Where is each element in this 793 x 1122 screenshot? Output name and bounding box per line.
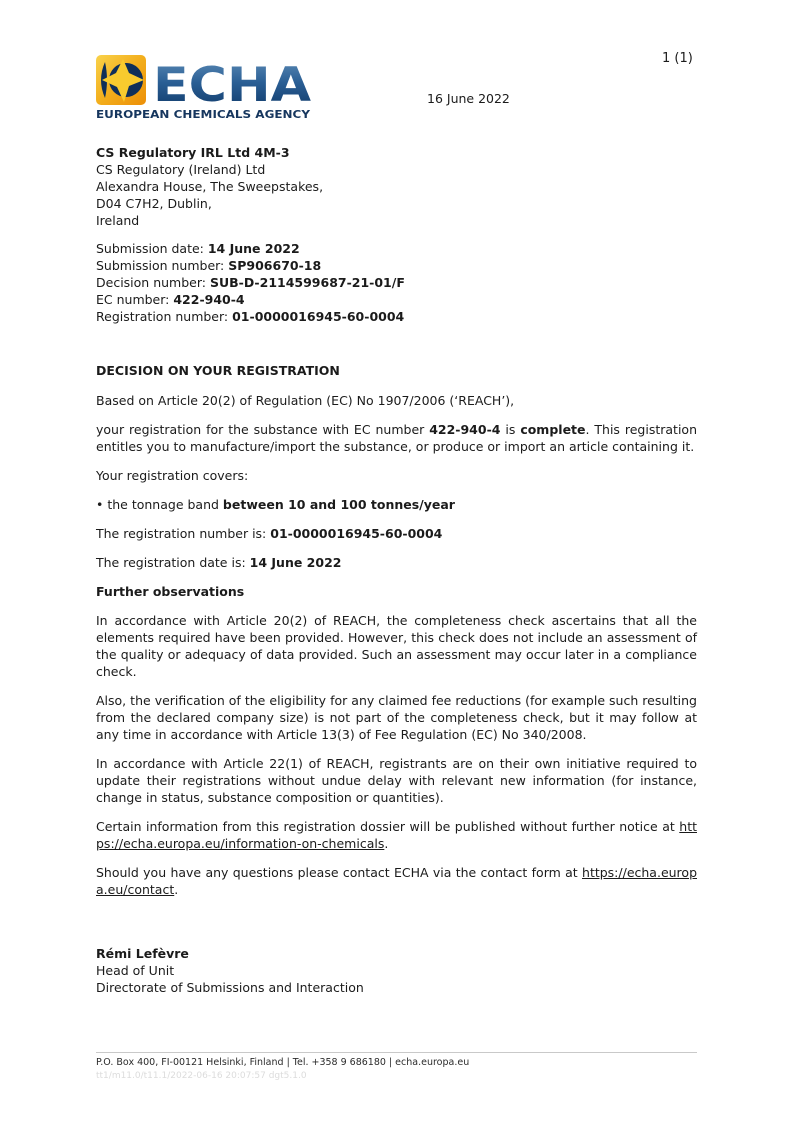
reference-value: 422-940-4	[173, 292, 245, 307]
reference-row	[96, 240, 405, 257]
text-segment: 422-940-4	[429, 422, 501, 437]
text-segment: between 10 and 100 tonnes/year	[222, 497, 455, 512]
text-segment: .	[174, 882, 179, 897]
recipient-address-line: Ireland	[96, 213, 140, 228]
text-segment: 14 June 2022	[249, 555, 342, 570]
text-segment: • the tonnage band	[96, 497, 223, 512]
signature-block	[96, 945, 364, 996]
recipient-address-line: D04 C7H2, Dublin,	[96, 196, 212, 211]
reference-value: SP906670-18	[228, 258, 322, 273]
paragraph-based-on	[96, 392, 697, 409]
text-segment: 01-0000016945-60-0004	[270, 526, 443, 541]
paragraph-publication-notice	[96, 818, 697, 852]
reference-row	[96, 308, 405, 325]
signature-name: Rémi Lefèvre	[96, 946, 189, 961]
text-segment: is	[500, 422, 521, 437]
text-segment: Your registration covers:	[96, 468, 249, 483]
echa-wordmark: ECHA	[153, 58, 312, 113]
echa-logo-icon	[96, 55, 146, 105]
paragraph-registration-date	[96, 554, 697, 571]
document-date: 16 June 2022	[427, 91, 510, 106]
inline-link[interactable]: https://echa.europa.eu/information-on-chemicals	[96, 819, 697, 851]
text-segment: Should you have any questions please contact ECHA via the contact form at	[96, 865, 583, 880]
paragraph-fee-reductions	[96, 692, 697, 743]
recipient-name: CS Regulatory IRL Ltd 4M-3	[96, 145, 290, 160]
reference-label: Registration number:	[96, 309, 233, 324]
paragraph-registration-number	[96, 525, 697, 542]
text-segment: your registration for the substance with EC number	[96, 422, 430, 437]
text-segment: Further observations	[96, 584, 245, 599]
text-segment: In accordance with Article 22(1) of REACH, registrants are on their own initiative required to update their registrations without undue delay with relevant new information (for instance, change in status, substance composition or quantities).	[96, 756, 697, 805]
paragraph-complete	[96, 421, 697, 455]
footer-divider	[96, 1052, 697, 1053]
reference-block	[96, 240, 405, 325]
footer-contact-info: P.O. Box 400, FI-00121 Helsinki, Finland | Tel. +358 9 686180 | echa.europa.eu	[96, 1057, 470, 1068]
document-body	[96, 362, 697, 910]
recipient-address-line: CS Regulatory (Ireland) Ltd	[96, 162, 266, 177]
reference-value: 14 June 2022	[207, 241, 300, 256]
subheading-further-observations	[96, 583, 697, 600]
paragraph-contact	[96, 864, 697, 898]
paragraph-update-obligation	[96, 755, 697, 806]
bullet-tonnage-band	[96, 496, 697, 513]
text-segment: .	[384, 836, 389, 851]
footer-machine-code: tt1/m11.0/t11.1/2022-06-16 20:07:57 dgt5.1.0	[96, 1071, 307, 1081]
text-segment: Also, the verification of the eligibility for any claimed fee reductions (for example such resulting from the declared company size) is not part of the completeness check, but it may follow at any time in accordance with Article 13(3) of Fee Regulation (EC) No 340/2008.	[96, 693, 697, 742]
reference-label: Decision number:	[96, 275, 210, 290]
signature-role: Head of Unit	[96, 963, 175, 978]
inline-link[interactable]: https://echa.europa.eu/contact	[96, 865, 697, 897]
echa-subtitle: EUROPEAN CHEMICALS AGENCY	[96, 109, 311, 121]
text-segment: The registration number is:	[96, 526, 271, 541]
reference-label: Submission date:	[96, 241, 208, 256]
text-segment: Based on Article 20(2) of Regulation (EC) No 1907/2006 (‘REACH’),	[96, 393, 515, 408]
text-segment: The registration date is:	[96, 555, 250, 570]
page-number: 1 (1)	[662, 51, 693, 66]
text-segment: . This registration entitles you to manufacture/import the substance, or produce or import an article containing it.	[96, 422, 697, 454]
text-segment: complete	[520, 422, 586, 437]
reference-label: EC number:	[96, 292, 174, 307]
reference-label: Submission number:	[96, 258, 229, 273]
text-segment: In accordance with Article 20(2) of REACH, the completeness check ascertains that all the elements required have been provided. However, this check does not include an assessment of the quality or adequacy of data provided. Such an assessment may occur later in a compliance check.	[96, 613, 697, 679]
reference-row	[96, 257, 405, 274]
text-segment: Certain information from this registration dossier will be published without further notice at	[96, 819, 680, 834]
reference-value: SUB-D-2114599687-21-01/F	[209, 275, 405, 290]
signature-unit: Directorate of Submissions and Interaction	[96, 980, 364, 995]
reference-value: 01-0000016945-60-0004	[232, 309, 405, 324]
recipient-address-line: Alexandra House, The Sweepstakes,	[96, 179, 324, 194]
paragraph-completeness-check	[96, 612, 697, 680]
reference-row	[96, 291, 405, 308]
recipient-address-block	[96, 144, 323, 229]
paragraph-covers	[96, 467, 697, 484]
document-title: DECISION ON YOUR REGISTRATION	[96, 363, 340, 378]
reference-row	[96, 274, 405, 291]
echa-logo	[96, 54, 312, 121]
